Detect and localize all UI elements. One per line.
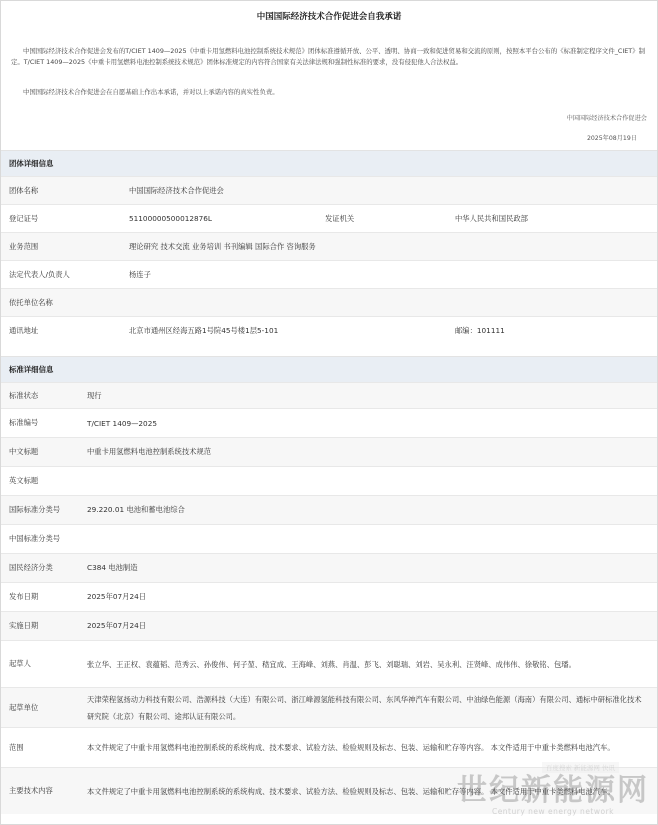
section-heading: 标准详细信息	[1, 356, 657, 382]
field-value: 杨连子	[129, 269, 151, 279]
field-value: 中重卡用氢燃料电池控制系统技术规范	[87, 447, 212, 456]
field-label: 法定代表人/负责人	[9, 269, 70, 279]
field-value: T/CIET 1409—2025	[87, 418, 157, 428]
field-value: 本文件规定了中重卡用氢燃料电池控制系统的系统构成、技术要求、试验方法、检验规则及标志、包装、运输和贮存等内容。 本文件适用于中重卡类燃料电池汽车。	[87, 743, 615, 752]
field-label: 中文标题	[9, 447, 39, 456]
field-value: 2025年07月24日	[87, 592, 147, 601]
field-label: 实施日期	[9, 621, 39, 630]
field-label: 团体名称	[9, 185, 39, 195]
reg-row	[1, 204, 657, 232]
field-label: 起草单位	[9, 702, 39, 712]
field-value: 中华人民共和国民政部	[455, 213, 528, 223]
field-label: 业务范围	[9, 241, 39, 251]
address-row	[1, 316, 657, 344]
group-name-row	[1, 176, 657, 204]
field-label: 登记证号	[9, 213, 39, 223]
standard-row	[1, 524, 657, 553]
group-info-section	[1, 150, 657, 344]
field-label: 标准编号	[9, 418, 39, 427]
field-label: 国民经济分类	[9, 563, 53, 572]
field-value: 2025年07月24日	[87, 621, 147, 630]
field-value	[87, 525, 657, 553]
field-label: 通讯地址	[9, 325, 39, 335]
field-value: 中国国际经济技术合作促进会	[129, 185, 224, 195]
standard-row	[1, 553, 657, 582]
field-value: 理论研究 技术交流 业务培训 书刊编辑 国际合作 咨询服务	[129, 241, 316, 251]
standard-rows	[1, 382, 657, 814]
standard-info-section	[1, 356, 657, 814]
field-label: 国际标准分类号	[9, 505, 61, 514]
field-label: 标准状态	[9, 390, 39, 400]
field-value: 29.220.01 电池和蓄电池综合	[87, 505, 185, 514]
field-label: 主要技术内容	[9, 786, 53, 795]
watermark-en: Century new energy network	[491, 807, 615, 816]
standard-row	[1, 437, 657, 466]
zip-code: 邮编：101111	[455, 325, 505, 335]
watermark-tag: 百度搜索 新能源网 快讯	[542, 762, 619, 773]
field-label: 范围	[9, 742, 24, 752]
standard-row	[1, 611, 657, 640]
standard-row	[1, 495, 657, 524]
standard-row	[1, 408, 657, 437]
standard-row	[1, 640, 657, 687]
rep-row	[1, 260, 657, 288]
standard-row	[1, 687, 657, 727]
sponsor-row	[1, 288, 657, 316]
field-value: 现行	[87, 390, 102, 400]
standard-row	[1, 382, 657, 408]
field-label: 起草人	[9, 659, 31, 668]
field-value: 天津荣程氢扬动力科技有限公司、浩源科技（大连）有限公司、浙江峰源氢能科技有限公司、东风华神汽车有限公司、中油绿色能源（海南）有限公司、通标中研标准化技术研究院（北京）有限公司、途邦认证有限公司。	[87, 694, 642, 721]
signature-org: 中国国际经济技术合作促进会	[566, 115, 647, 122]
field-value: 本文件规定了中重卡用氢燃料电池控制系统的系统构成、技术要求、试验方法、检验规则及标志、包装、运输和贮存等内容。 本文件适用于中重卡类燃料电池汽车。	[87, 786, 615, 796]
section-heading: 团体详细信息	[1, 150, 657, 176]
watermark-cn: 世纪新能源网	[457, 773, 649, 808]
standard-row	[1, 727, 657, 767]
standard-row	[1, 466, 657, 495]
field-value: 张立华、王正权、袁蕴韬、范秀云、孙俊伟、何子堃、嵇宜成、王海峰、刘燕、肖温、彭飞、刘聪瑞、刘岩、吴永利、汪贤峰、成伟伟、徐敬铭、包璠。	[87, 659, 576, 669]
page-title: 中国国际经济技术合作促进会自我承诺	[256, 12, 402, 22]
watermark	[457, 764, 649, 816]
field-label: 英文标题	[9, 476, 39, 485]
scope-row	[1, 232, 657, 260]
field-label: 发布日期	[9, 592, 39, 601]
signature-date: 2025年08月19日	[586, 135, 637, 142]
field-label: 中国标准分类号	[9, 534, 61, 543]
field-label: 依托单位名称	[9, 297, 53, 307]
field-value	[129, 289, 657, 316]
declaration-block	[1, 27, 657, 150]
field-value: 北京市通州区经海五路1号院45号楼1层5-101	[129, 325, 279, 335]
field-value: C384 电池制造	[87, 563, 138, 572]
declaration-paragraph: 中国国际经济技术合作促进会发布的T/CIET 1409—2025《中重卡用氢燃料电池控制系统技术规范》团体标准遵循开放、公平、透明、协商一致和促进贸易和交流的原则，按照本平台公布的《标准制定程序文件_CIET》制定。T/CIET 1409—2025《中重卡用氢燃料电池控制系统技术规范》团体标准规定的内容符合国家有关法律法规和强制性标准的要求，没有侵犯他人合法权益。	[11, 47, 645, 66]
standard-row	[1, 582, 657, 611]
field-value: 51100000500012876L	[129, 214, 212, 223]
field-value	[87, 467, 657, 495]
field-label: 发证机关	[325, 213, 355, 223]
declaration-paragraph: 中国国际经济技术合作促进会在自愿基础上作出本承诺，并对以上承诺内容的真实性负责。	[23, 88, 279, 96]
